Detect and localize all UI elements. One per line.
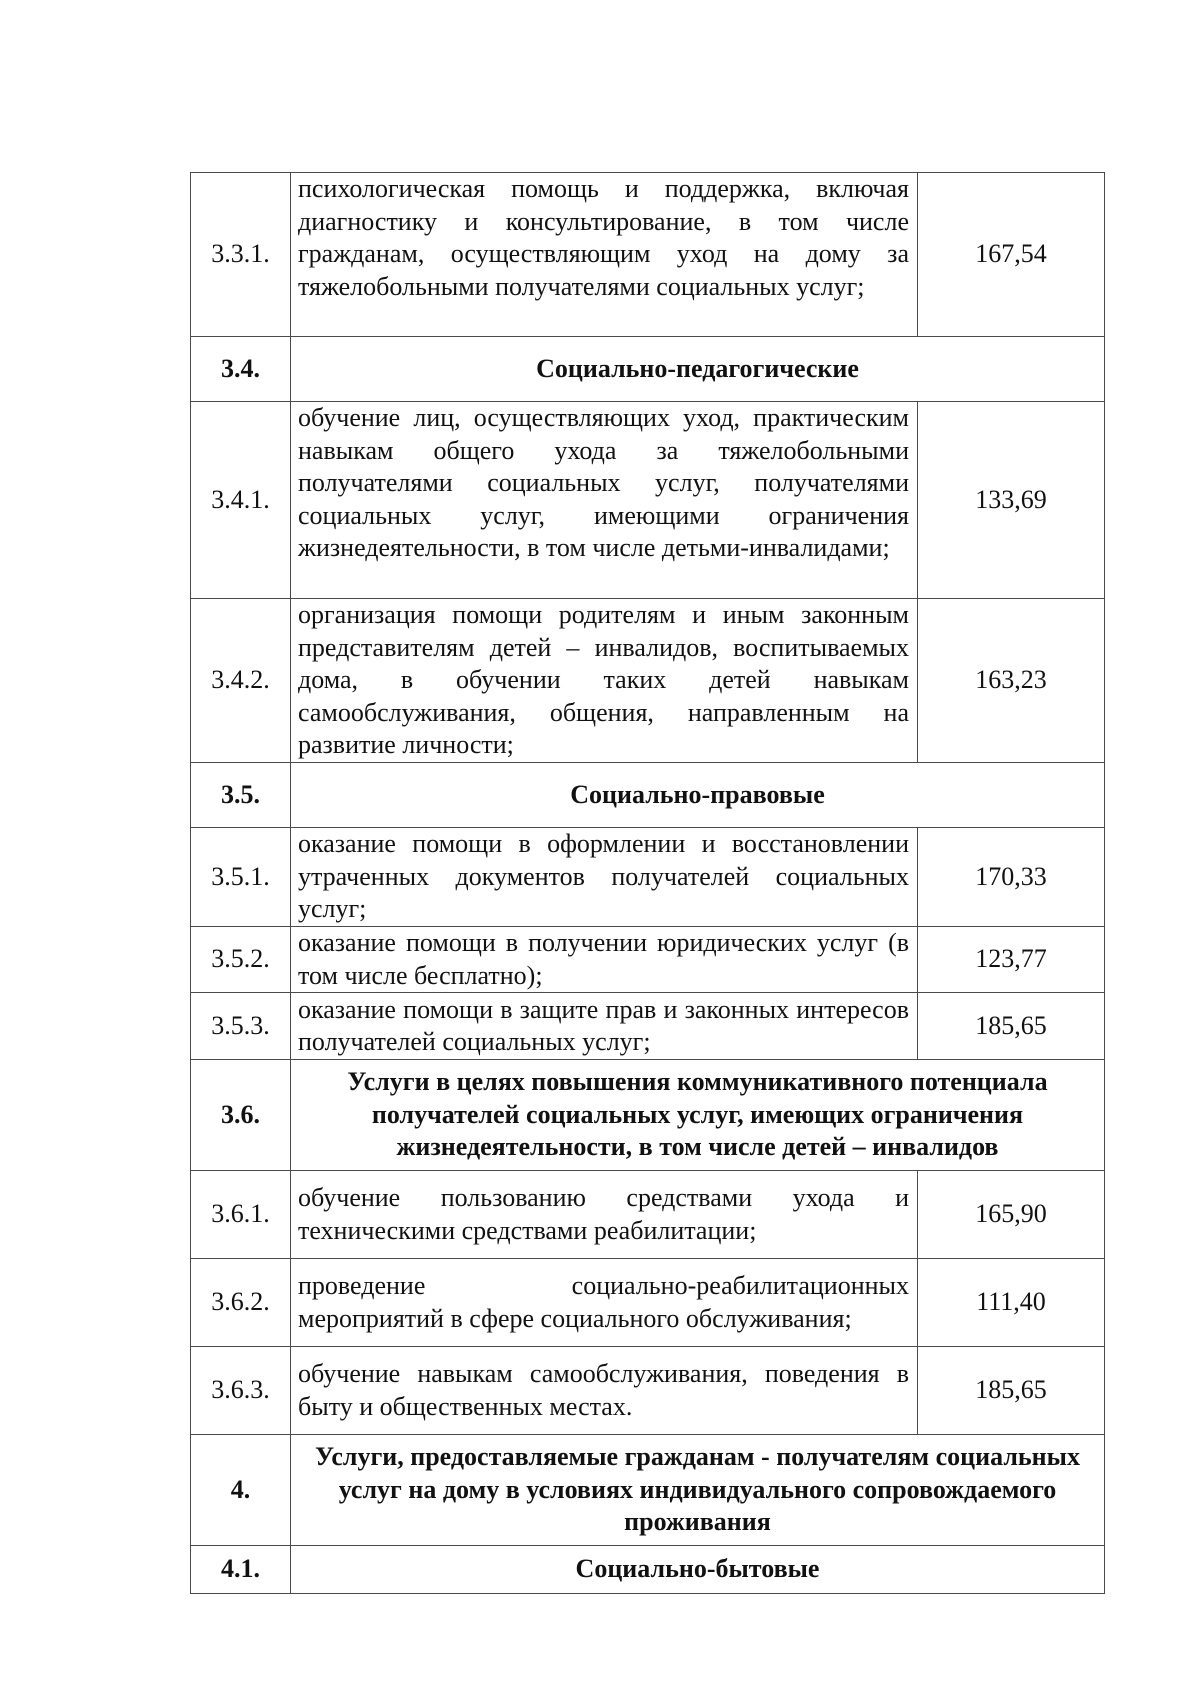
table-row <box>191 1259 1105 1347</box>
service-price: 111,40 <box>918 1259 1105 1347</box>
service-price: 163,23 <box>918 599 1105 763</box>
section-title: Социально-правовые <box>291 763 1105 828</box>
row-number: 3.6.1. <box>191 1171 291 1259</box>
table-row <box>191 402 1105 599</box>
row-number: 3.6.3. <box>191 1347 291 1435</box>
service-description: организация помощи родителям и иным законным представителям детей – инвалидов, воспитываемых дома, в обучении таких детей навыкам самообслуживания, общения, направленным на развитие личности; <box>291 599 918 763</box>
service-description: обучение навыкам самообслуживания, поведения в быту и общественных местах. <box>291 1347 918 1435</box>
service-description: оказание помощи в получении юридических услуг (в том числе бесплатно); <box>291 927 918 993</box>
section-row <box>191 337 1105 402</box>
row-number: 3.5.1. <box>191 828 291 927</box>
services-tariff-table <box>190 172 1105 1594</box>
service-description: оказание помощи в оформлении и восстановлении утраченных документов получателей социальных услуг; <box>291 828 918 927</box>
service-description: проведение социально-реабилитационных мероприятий в сфере социального обслуживания; <box>291 1259 918 1347</box>
section-number: 3.5. <box>191 763 291 828</box>
service-price: 185,65 <box>918 993 1105 1060</box>
section-number: 3.4. <box>191 337 291 402</box>
row-number: 3.5.2. <box>191 927 291 993</box>
section-row <box>191 1546 1105 1594</box>
table-row <box>191 828 1105 927</box>
row-number: 3.3.1. <box>191 173 291 337</box>
service-description: обучение пользованию средствами ухода и техническими средствами реабилитации; <box>291 1171 918 1259</box>
service-price: 123,77 <box>918 927 1105 993</box>
row-number: 3.6.2. <box>191 1259 291 1347</box>
row-number: 3.4.2. <box>191 599 291 763</box>
table-row <box>191 1171 1105 1259</box>
section-title: Услуги в целях повышения коммуникативного потенциала получателей социальных услуг, имеющих ограничения жизнедеятельности, в том числе детей – инвалидов <box>291 1060 1105 1171</box>
service-description: психологическая помощь и поддержка, включая диагностику и консультирование, в том числе гражданам, осуществляющим уход на дому за тяжелобольными получателями социальных услуг; <box>291 173 918 337</box>
service-description: оказание помощи в защите прав и законных интересов получателей социальных услуг; <box>291 993 918 1060</box>
section-row <box>191 1060 1105 1171</box>
table-row <box>191 927 1105 993</box>
section-number: 4.1. <box>191 1546 291 1594</box>
service-price: 165,90 <box>918 1171 1105 1259</box>
table-row <box>191 993 1105 1060</box>
service-price: 170,33 <box>918 828 1105 927</box>
section-number: 3.6. <box>191 1060 291 1171</box>
section-title: Социально-педагогические <box>291 337 1105 402</box>
service-description: обучение лиц, осуществляющих уход, практическим навыкам общего ухода за тяжелобольными получателями социальных услуг, получателями социальных услуг, имеющими ограничения жизнедеятельности, в том числе детьми-инвалидами; <box>291 402 918 599</box>
service-price: 185,65 <box>918 1347 1105 1435</box>
table-row <box>191 173 1105 337</box>
service-price: 167,54 <box>918 173 1105 337</box>
section-title: Социально-бытовые <box>291 1546 1105 1594</box>
section-row <box>191 1435 1105 1546</box>
section-row <box>191 763 1105 828</box>
table-row <box>191 599 1105 763</box>
section-title: Услуги, предоставляемые гражданам - получателям социальных услуг на дому в условиях индивидуального сопровождаемого проживания <box>291 1435 1105 1546</box>
row-number: 3.4.1. <box>191 402 291 599</box>
section-number: 4. <box>191 1435 291 1546</box>
table-row <box>191 1347 1105 1435</box>
service-price: 133,69 <box>918 402 1105 599</box>
row-number: 3.5.3. <box>191 993 291 1060</box>
